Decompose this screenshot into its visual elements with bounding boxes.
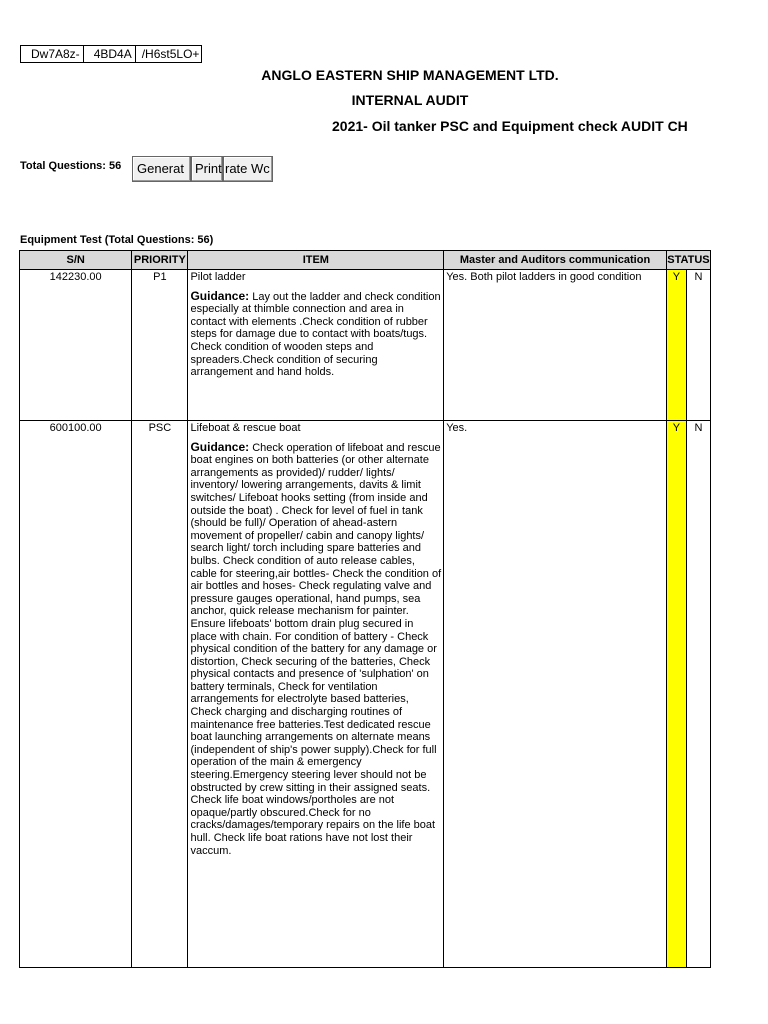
guidance-body: Lay out the ladder and check condition especially at thimble connection and area in contact with elements .Check condition of rubber steps for damage due to contact with boats/tugs. Check condition of wooden steps and spreaders.Check condition of securing arrangement and hand holds. [190, 290, 441, 379]
print-button[interactable]: Print [191, 156, 223, 182]
status-yes[interactable]: Y [666, 270, 686, 421]
column-header-communication: Master and Auditors communication [444, 251, 667, 270]
audit-title: 2021- Oil tanker PSC and Equipment check AUDIT CH [332, 118, 688, 134]
audit-type: INTERNAL AUDIT [351, 92, 469, 108]
table-header-row [20, 251, 711, 270]
priority: PSC [132, 421, 188, 968]
item-name: Pilot ladder [190, 271, 246, 283]
serial-number: 600100.00 [20, 421, 132, 968]
guidance-body: Check operation of lifeboat and rescue boat engines on both batteries (or other alternate arrangements as provided)/ rudder/ lights/ inventory/ lowering arrangements, davits & limit switches/ Lifeboat hooks setting (from inside and outside the boat) . Check for level of fuel in tank (should be full)/ Operation of ahead-astern movement of propeller/ cabin and canopy lights/ search light/ torch including spare batteries and bulbs. Check condition of auto release cables, cable for steering,air bottles- Check the condition of air bottles and hoses- Check regulating valve and pressure gauges operational, hand pumps, sea anchor, quick release mechanism for painter. Ensure lifeboats' bottom drain plug secured in place with chain. For condition of battery - Check physical condition of the battery for any damage or distortion, Check securing of the batteries, Check physical contacts and presence of 'sulphation' on battery terminals, Check for ventilation arrangements for electrolyte based batteries, Check charging and discharging routines of maintenance free batteries.Test dedicated rescue boat launching arrangements on alternate means (independent of ship's power supply).Check for full operation of the main & emergency steering.Emergency steering lever should not be obstructed by crew sitting in their assigned seats. Check life boat windows/portholes are not opaque/partly obscured.Check for no cracks/damages/temporary repairs on the life boat hull. Check life boat rations have not lost their vaccum. [190, 441, 442, 857]
item-cell [188, 421, 444, 968]
item-cell [188, 270, 444, 421]
audit-table [19, 250, 711, 968]
column-header-status: STATUS [666, 251, 710, 270]
document-id-box [20, 45, 202, 63]
table-row [20, 270, 711, 421]
guidance-text [190, 441, 441, 858]
column-header-priority: PRIORITY [132, 251, 188, 270]
status-no[interactable]: N [686, 270, 710, 421]
guidance-label: Guidance: [190, 288, 250, 303]
communication-cell[interactable]: Yes. [444, 421, 667, 968]
column-header-item: ITEM [188, 251, 444, 270]
id-segment-1: Dw7A8z- [21, 46, 84, 62]
guidance-text [190, 290, 441, 379]
table-row [20, 421, 711, 968]
total-questions-label: Total Questions: 56 [20, 160, 122, 172]
action-buttons [132, 156, 273, 182]
status-yes[interactable]: Y [666, 421, 686, 968]
id-segment-2: 4BD4A [84, 46, 136, 62]
priority: P1 [132, 270, 188, 421]
generate-button[interactable]: Generat [132, 156, 191, 182]
company-name: ANGLO EASTERN SHIP MANAGEMENT LTD. [261, 67, 559, 83]
column-header-sn: S/N [20, 251, 132, 270]
item-name: Lifeboat & rescue boat [190, 422, 301, 434]
guidance-label: Guidance: [190, 439, 250, 454]
serial-number: 142230.00 [20, 270, 132, 421]
generate-word-button[interactable]: rate Wc [223, 156, 273, 182]
status-no[interactable]: N [686, 421, 710, 968]
section-title: Equipment Test (Total Questions: 56) [20, 234, 214, 246]
id-segment-3: /H6st5LO+ [141, 47, 200, 61]
communication-cell[interactable]: Yes. Both pilot ladders in good condition [444, 270, 667, 421]
